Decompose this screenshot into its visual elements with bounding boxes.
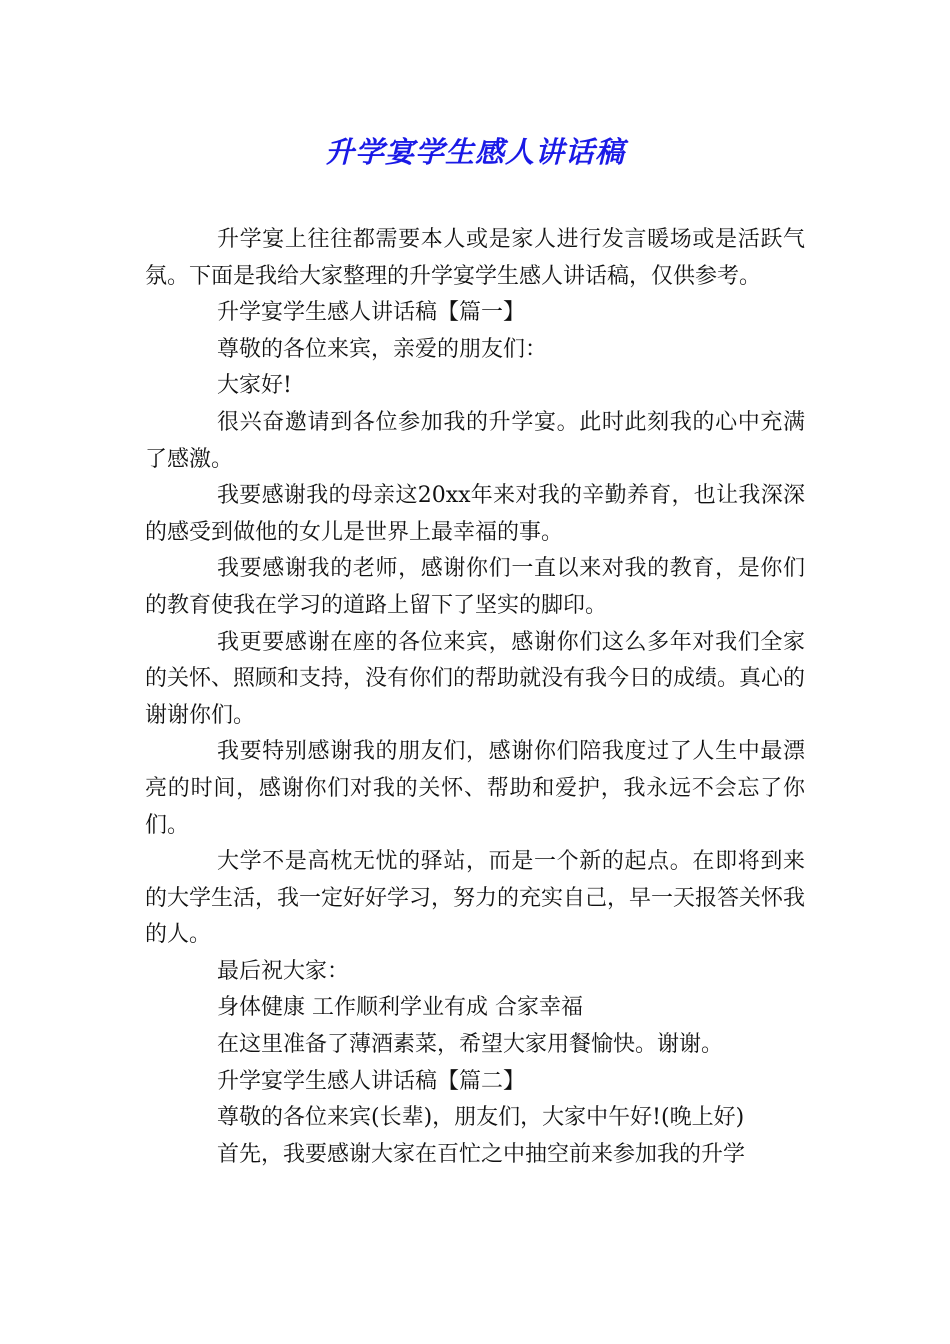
section-heading: 升学宴学生感人讲话稿【篇一】	[217, 300, 526, 326]
paragraph: 升学宴上往往都需要本人或是家人进行发言暖场或是活跃气氛。下面是我给大家整理的升学宴学生感人讲话稿，仅供参考。	[145, 227, 805, 289]
paragraph: 身体健康 工作顺利学业有成 合家幸福	[217, 995, 583, 1021]
paragraph: 尊敬的各位来宾(长辈)，朋友们，大家中午好!(晚上好)	[217, 1105, 745, 1131]
paragraph: 我要感谢我的老师，感谢你们一直以来对我的教育，是你们的教育使我在学习的道路上留下了坚实的脚印。	[145, 556, 805, 618]
paragraph: 最后祝大家：	[217, 958, 350, 984]
document-body	[145, 222, 805, 1173]
paragraph: 我要感谢我的母亲这20xx年来对我的辛勤养育，也让我深深的感受到做他的女儿是世界上最幸福的事。	[145, 483, 805, 545]
section-heading: 升学宴学生感人讲话稿【篇二】	[217, 1068, 526, 1094]
paragraph: 很兴奋邀请到各位参加我的升学宴。此时此刻我的心中充满了感激。	[145, 409, 805, 472]
document-title: 升学宴学生感人讲话稿	[324, 135, 625, 169]
paragraph: 在这里准备了薄酒素菜，希望大家用餐愉快。谢谢。	[217, 1032, 724, 1058]
paragraph: 大家好!	[217, 373, 292, 399]
paragraph: 尊敬的各位来宾，亲爱的朋友们：	[217, 336, 548, 362]
paragraph: 我更要感谢在座的各位来宾，感谢你们这么多年对我们全家的关怀、照顾和支持，没有你们的帮助就没有我今日的成绩。真心的谢谢你们。	[145, 629, 806, 728]
paragraph: 我要特别感谢我的朋友们，感谢你们陪我度过了人生中最漂亮的时间，感谢你们对我的关怀、帮助和爱护，我永远不会忘了你们。	[145, 739, 805, 838]
paragraph: 大学不是高枕无忧的驿站，而是一个新的起点。在即将到来的大学生活，我一定好好学习，努力的充实自己，早一天报答关怀我的人。	[145, 849, 806, 948]
paragraph: 首先，我要感谢大家在百忙之中抽空前来参加我的升学	[217, 1141, 746, 1167]
